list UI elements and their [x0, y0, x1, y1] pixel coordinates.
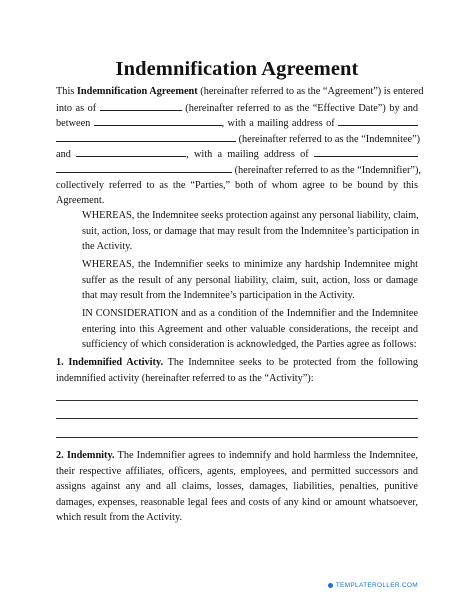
- consideration-line-2: entering into this Agreement and other valuable considerations, the receipt and: [82, 323, 418, 335]
- intro-line-4: (hereinafter referred to as the “Indemnitee”): [56, 131, 418, 147]
- agreement-name: Indemnification Agreement: [76, 86, 198, 97]
- section2-line-4: damages, expenses, reasonable legal fees and costs of any kind or amount whatsoever,: [56, 496, 418, 508]
- whereas2-line-3: that may result from the Indemnitee’s participation in the Activity.: [82, 290, 355, 302]
- document-title: Indemnification Agreement: [115, 58, 359, 80]
- intro-line-3: between , with a mailing address of: [56, 115, 418, 131]
- section2-line-2: their respective affiliates, officers, agents, employees, and permitted successors and: [56, 465, 418, 477]
- effective-date-field[interactable]: [100, 100, 182, 111]
- indemnitee-address-field-2[interactable]: [56, 131, 236, 142]
- intro-paragraph: [56, 84, 424, 209]
- section-1: [56, 355, 418, 386]
- brand-dot-icon: [328, 583, 333, 588]
- indemnifier-name-field[interactable]: [76, 146, 186, 157]
- section1-heading: 1. Indemnified Activity.: [56, 357, 164, 368]
- consideration-line-3: sufficiency of which consideration is acknowledged, the Parties agree as follows:: [82, 339, 417, 351]
- section2-heading: 2. Indemnity.: [56, 450, 115, 461]
- section1-line-2: indemnified activity (hereinafter referred to as the “Activity”):: [56, 372, 314, 384]
- whereas1-line-2: suit, action, loss, or damage that may result from the Indemnitee’s participation in: [82, 225, 420, 237]
- activity-line-2[interactable]: [56, 418, 418, 419]
- section2-line-3: assigns against any and all claims, losses, damages, liabilities, penalties, punitive: [56, 481, 418, 493]
- activity-line-1[interactable]: [56, 400, 418, 401]
- whereas2-line-1: WHEREAS, the Indemnifier seeks to minimize any hardship Indemnitee might: [82, 259, 418, 270]
- whereas1-line-3: the Activity.: [82, 241, 133, 253]
- intro-line-7: collectively referred to as the “Parties,” both of whom agree to be bound by this: [56, 179, 418, 191]
- intro-line-8: Agreement.: [56, 195, 105, 207]
- whereas1-line-1: WHEREAS, the Indemnitee seeks protection against any personal liability, claim,: [82, 210, 419, 221]
- indemnifier-address-field-1[interactable]: [314, 146, 418, 157]
- consideration-line-1: IN CONSIDERATION and as a condition of the Indemnifier and the Indemnitee: [82, 308, 418, 319]
- footer-brand-text: TEMPLATEROLLER.COM: [335, 582, 418, 589]
- intro-line-6: (hereinafter referred to as the “Indemnifier”),: [56, 162, 418, 178]
- footer-brand[interactable]: [328, 582, 418, 589]
- indemnifier-address-field-2[interactable]: [56, 162, 232, 173]
- intro-line-1: This Indemnification Agreement (hereinafter referred to as the “Agreement”) is entered: [56, 86, 424, 97]
- whereas2-line-2: suffer as the result of any personal liability, claim, suit, action, loss or damage: [82, 274, 418, 286]
- section2-line-5: which result from the Activity.: [56, 512, 183, 524]
- whereas-paragraph-1: [56, 208, 418, 255]
- section-2: [56, 448, 418, 526]
- intro-line-2: into as of (hereinafter referred to as the “Effective Date”) by and: [56, 100, 418, 116]
- activity-line-3[interactable]: [56, 437, 418, 438]
- section2-line-1: 2. Indemnity. The Indemnifier agrees to indemnify and hold harmless the Indemnitee,: [56, 450, 419, 461]
- whereas-paragraph-2: [56, 257, 418, 304]
- indemnitee-name-field[interactable]: [94, 115, 222, 126]
- indemnitee-address-field-1[interactable]: [338, 115, 418, 126]
- intro-line-5: and , with a mailing address of: [56, 146, 418, 162]
- section1-line-1: 1. Indemnified Activity. The Indemnitee seeks to be protected from the following: [56, 357, 418, 368]
- consideration-paragraph: [56, 306, 418, 353]
